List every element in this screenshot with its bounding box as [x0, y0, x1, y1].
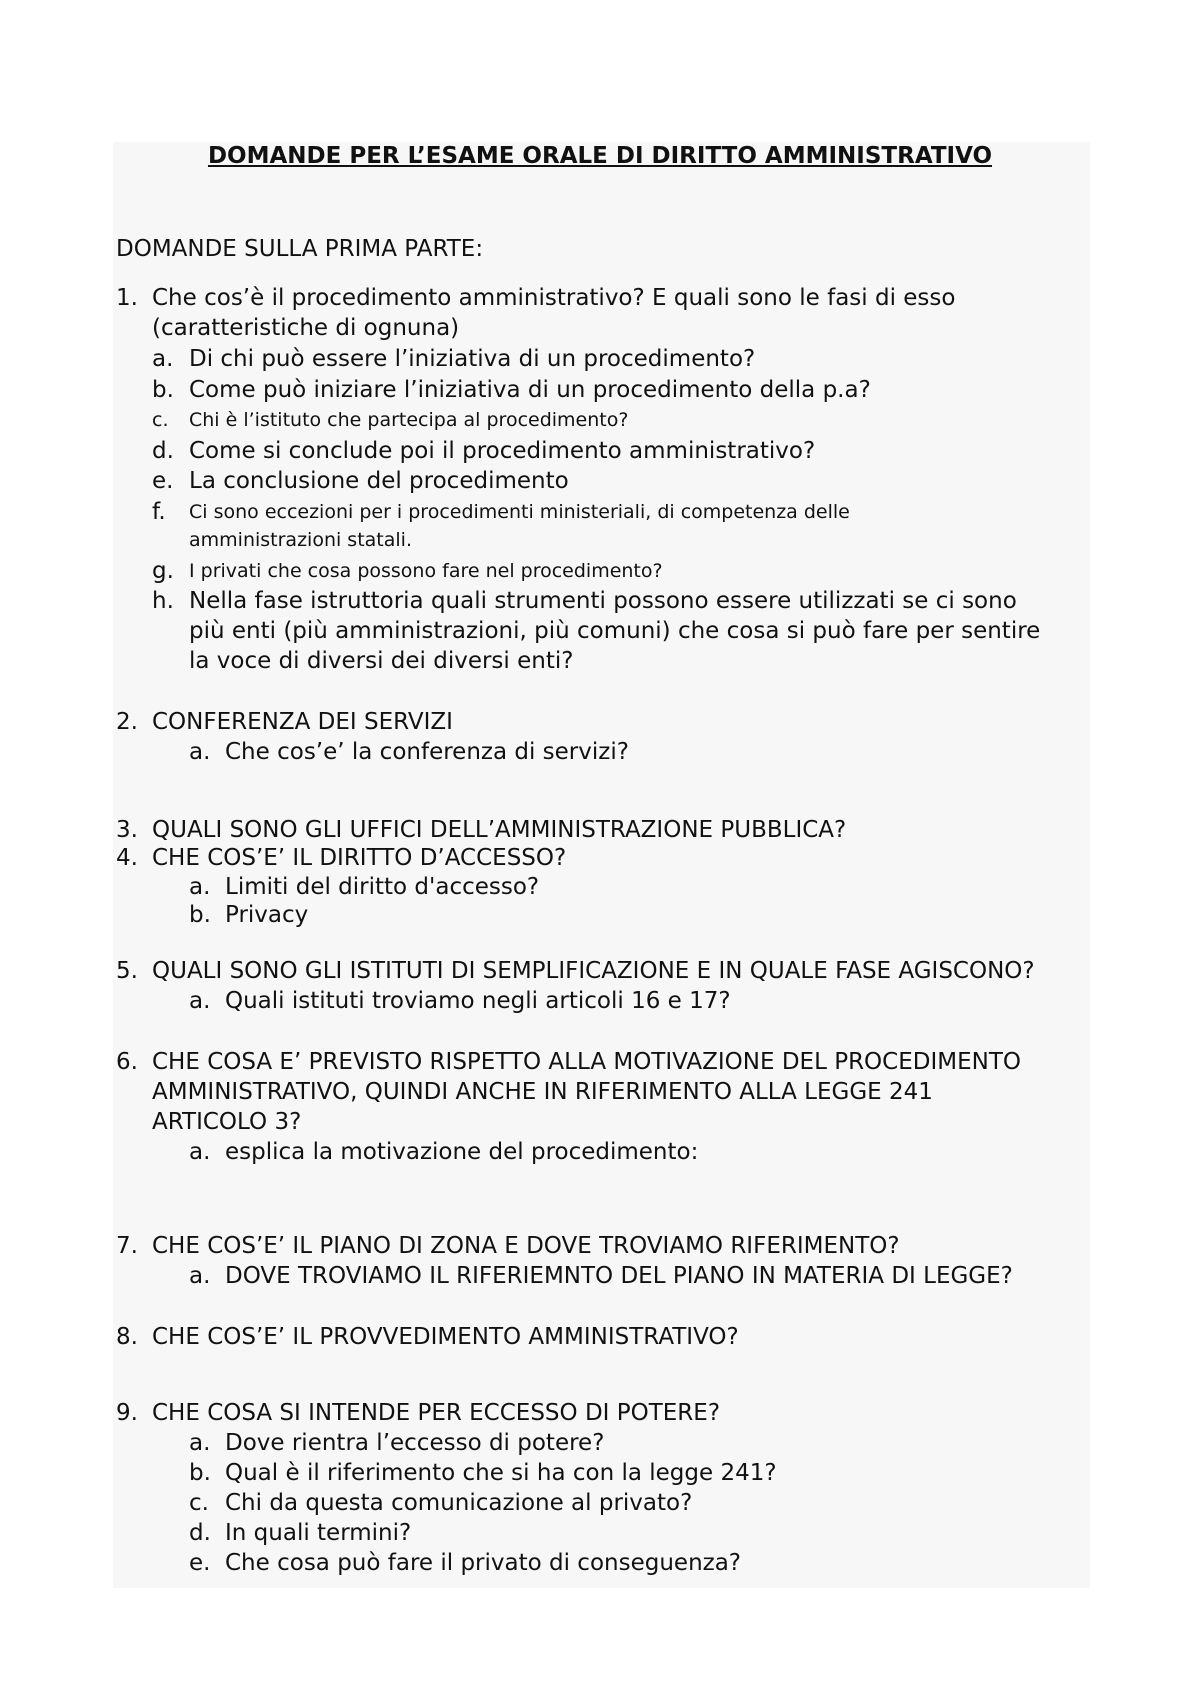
- question-number: 2.: [116, 709, 138, 735]
- question-text: (caratteristiche di ognuna): [152, 315, 460, 341]
- sub-marker: e.: [152, 468, 174, 494]
- question-text: Che cos’è il procedimento amministrativo? E quali sono le fasi di esso: [152, 285, 956, 311]
- sub-question: Chi da questa comunicazione al privato?: [225, 1490, 693, 1516]
- sub-question: Come può iniziare l’iniziativa di un procedimento della p.a?: [189, 377, 871, 403]
- sub-question: più enti (più amministrazioni, più comuni) che cosa si può fare per sentire: [189, 618, 1041, 644]
- sub-marker: b.: [189, 1460, 211, 1486]
- question-number: 3.: [116, 817, 138, 843]
- sub-marker: c.: [189, 1490, 209, 1516]
- sub-marker: a.: [189, 1430, 211, 1456]
- sub-marker: e.: [189, 1550, 211, 1576]
- sub-question: Qual è il riferimento che si ha con la legge 241?: [225, 1460, 777, 1486]
- question-text: CHE COS’E’ IL PROVVEDIMENTO AMMINISTRATIVO?: [152, 1324, 739, 1350]
- question-number: 8.: [116, 1324, 138, 1350]
- sub-marker: a.: [152, 346, 174, 372]
- sub-question: Come si conclude poi il procedimento amministrativo?: [189, 438, 816, 464]
- sub-marker: d.: [152, 438, 174, 464]
- sub-marker: a.: [189, 1139, 211, 1165]
- sub-question: Privacy: [225, 902, 309, 928]
- question-text: QUALI SONO GLI UFFICI DELL’AMMINISTRAZIONE PUBBLICA?: [152, 817, 847, 843]
- question-number: 6.: [116, 1049, 138, 1075]
- sub-question: DOVE TROVIAMO IL RIFERIEMNTO DEL PIANO IN MATERIA DI LEGGE?: [225, 1263, 1013, 1289]
- sub-question: Che cos’e’ la conferenza di servizi?: [225, 739, 629, 765]
- question-text: CHE COS’E’ IL DIRITTO D’ACCESSO?: [152, 845, 567, 871]
- sub-marker: c.: [152, 409, 169, 431]
- question-text: AMMINISTRATIVO, QUINDI ANCHE IN RIFERIMENTO ALLA LEGGE 241: [152, 1079, 933, 1105]
- sub-question: Che cosa può fare il privato di conseguenza?: [225, 1550, 742, 1576]
- question-text: CONFERENZA DEI SERVIZI: [152, 709, 453, 735]
- question-number: 9.: [116, 1400, 138, 1426]
- sub-question: Ci sono eccezioni per i procedimenti ministeriali, di competenza delle: [189, 501, 850, 523]
- question-number: 5.: [116, 958, 138, 984]
- sub-marker: d.: [189, 1520, 211, 1546]
- sub-marker: f.: [152, 499, 166, 525]
- question-text: CHE COS’E’ IL PIANO DI ZONA E DOVE TROVIAMO RIFERIMENTO?: [152, 1233, 900, 1259]
- sub-question: Di chi può essere l’iniziativa di un procedimento?: [189, 346, 756, 372]
- section-heading: DOMANDE SULLA PRIMA PARTE:: [116, 236, 484, 262]
- sub-marker: g.: [152, 558, 174, 584]
- sub-marker: b.: [189, 902, 211, 928]
- question-number: 7.: [116, 1233, 138, 1259]
- sub-question: Nella fase istruttoria quali strumenti possono essere utilizzati se ci sono: [189, 588, 1017, 614]
- document-title: DOMANDE PER L’ESAME ORALE DI DIRITTO AMMINISTRATIVO: [207, 143, 993, 169]
- sub-question: I privati che cosa possono fare nel procedimento?: [189, 560, 663, 582]
- sub-question: In quali termini?: [225, 1520, 412, 1546]
- sub-marker: a.: [189, 739, 211, 765]
- sub-question: Chi è l’istituto che partecipa al procedimento?: [189, 409, 629, 431]
- question-text: CHE COSA SI INTENDE PER ECCESSO DI POTERE?: [152, 1400, 721, 1426]
- question-text: CHE COSA E’ PREVISTO RISPETTO ALLA MOTIVAZIONE DEL PROCEDIMENTO: [152, 1049, 1021, 1075]
- question-text: ARTICOLO 3?: [152, 1109, 302, 1135]
- sub-question: esplica la motivazione del procedimento:: [225, 1139, 699, 1165]
- sub-question: La conclusione del procedimento: [189, 468, 569, 494]
- sub-question: Limiti del diritto d'accesso?: [225, 874, 540, 900]
- question-text: QUALI SONO GLI ISTITUTI DI SEMPLIFICAZIONE E IN QUALE FASE AGISCONO?: [152, 958, 1035, 984]
- sub-question: Quali istituti troviamo negli articoli 16 e 17?: [225, 988, 731, 1014]
- sub-question: amministrazioni statali.: [189, 529, 412, 551]
- sub-marker: a.: [189, 874, 211, 900]
- question-number: 1.: [116, 285, 138, 311]
- question-number: 4.: [116, 845, 138, 871]
- sub-question: la voce di diversi dei diversi enti?: [189, 648, 574, 674]
- sub-marker: h.: [152, 588, 174, 614]
- sub-marker: a.: [189, 1263, 211, 1289]
- sub-marker: b.: [152, 377, 174, 403]
- sub-marker: a.: [189, 988, 211, 1014]
- sub-question: Dove rientra l’eccesso di potere?: [225, 1430, 605, 1456]
